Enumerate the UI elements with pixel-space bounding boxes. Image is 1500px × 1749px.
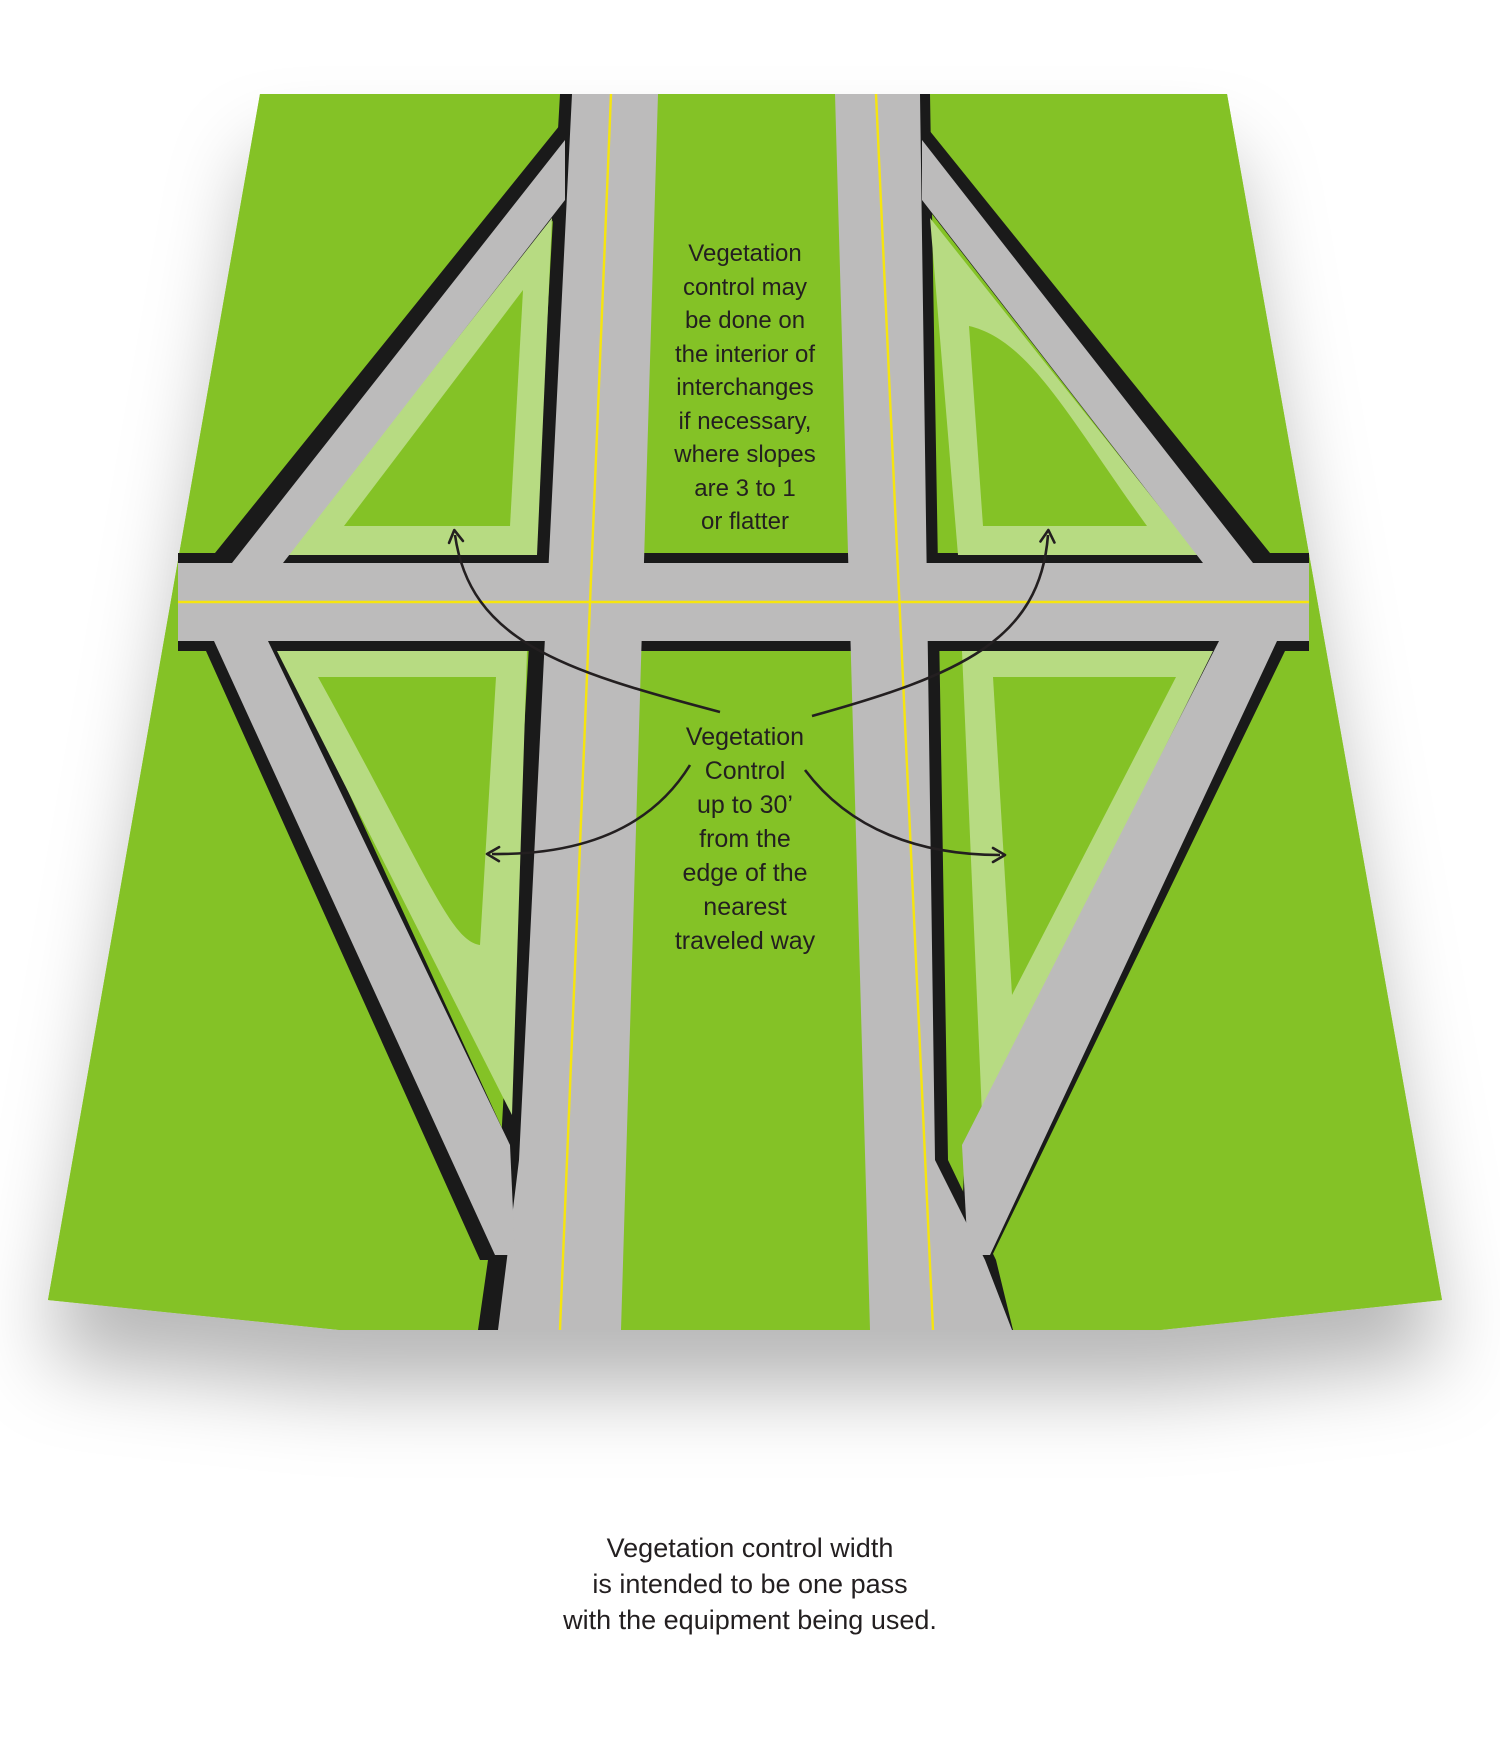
caption-line: with the equipment being used. <box>563 1605 937 1635</box>
note-line: are 3 to 1 <box>694 474 796 502</box>
note-line: where slopes <box>674 441 816 468</box>
note-line: Vegetation <box>685 723 805 751</box>
note-line: the interior of <box>674 340 816 368</box>
caption-line: is intended to be one pass <box>592 1569 908 1599</box>
note-line: from the <box>699 825 791 853</box>
control-width-caption <box>450 1530 1050 1638</box>
note-line: be done on <box>684 307 806 334</box>
note-line: if necessary, <box>678 407 812 435</box>
note-line: Control <box>704 757 786 785</box>
note-line: interchanges <box>676 374 814 401</box>
note-line: Vegetation <box>688 240 802 267</box>
note-line: traveled way <box>674 927 816 955</box>
note-line: control may <box>682 273 808 301</box>
note-line: up to 30’ <box>697 791 793 819</box>
note-line: nearest <box>703 893 787 921</box>
control-distance-note <box>635 720 855 958</box>
interior-control-note <box>640 237 850 539</box>
caption-line: Vegetation control width <box>606 1533 894 1563</box>
note-line: or flatter <box>700 508 790 535</box>
note-line: edge of the <box>682 859 808 887</box>
